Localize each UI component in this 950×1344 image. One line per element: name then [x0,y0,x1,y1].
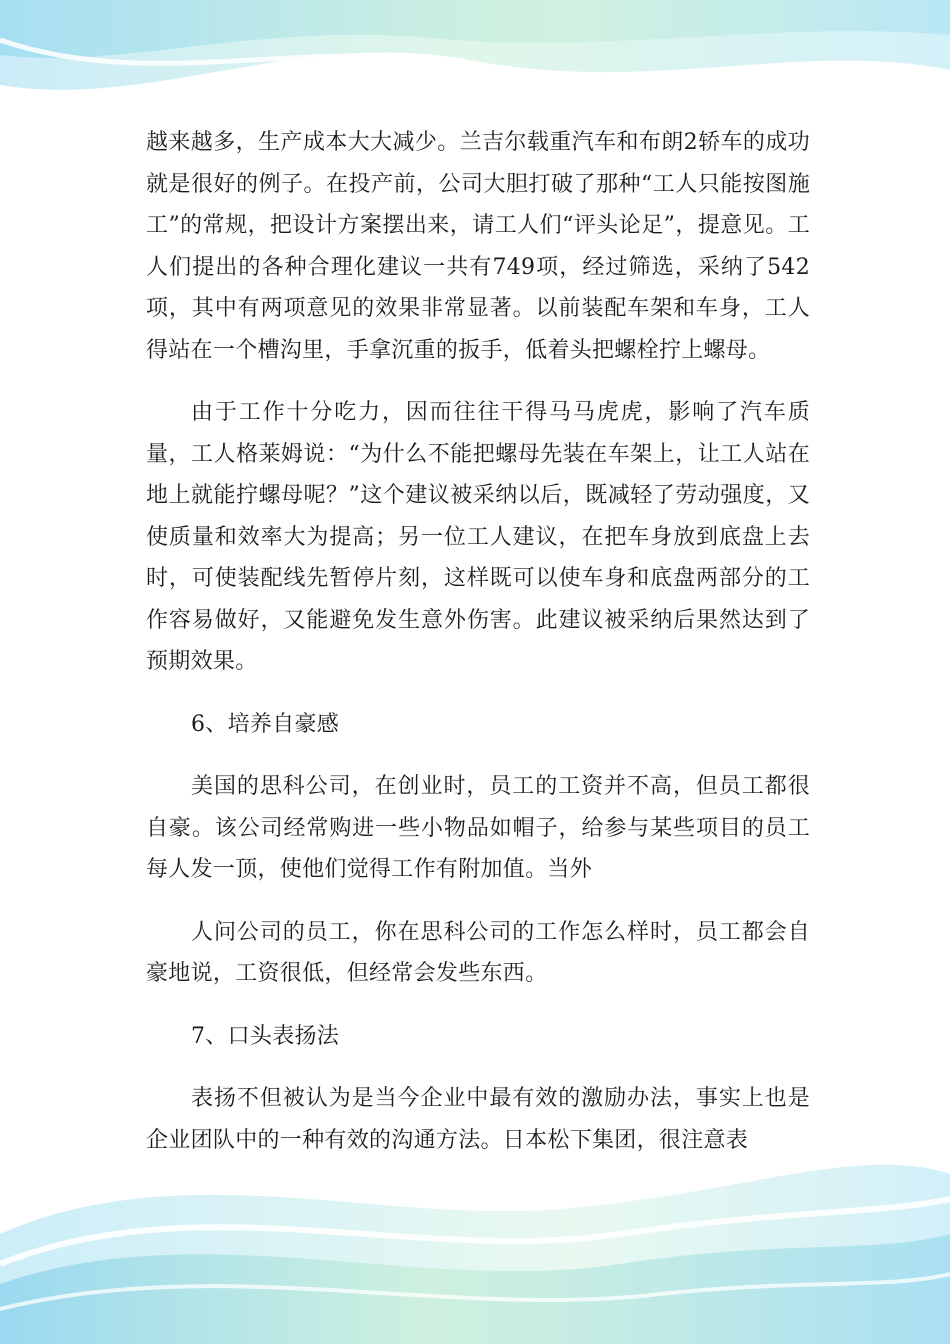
section-heading-7: 7、口头表扬法 [191,1023,340,1049]
paragraph-2: 由于工作十分吃力，因而往往干得马马虎虎，影响了汽车质量，工人格莱姆说：“为什么不能把螺母先装在车架上，让工人站在地上就能拧螺母呢？”这个建议被采纳以后，既减轻了劳动强度，又使质量和效率大为提高；另一位工人建议，在把车身放到底盘上去时，可使装配线先暂停片刻，这样既可以使车身和底盘两部分的工作容易做好，又能避免发生意外伤害。此建议被采纳后果然达到了预期效果。 [146,400,810,674]
paragraph-5: 表扬不但被认为是当今企业中最有效的激励办法，事实上也是企业团队中的一种有效的沟通方法。日本松下集团，很注意表 [146,1086,810,1153]
document-body [146,122,810,1161]
section-heading-6: 6、培养自豪感 [191,711,340,737]
paragraph-3: 美国的思科公司，在创业时，员工的工资并不高，但员工都很自豪。该公司经常购进一些小物品如帽子，给参与某些项目的员工每人发一顶，使他们觉得工作有附加值。当外 [146,774,810,882]
paragraph-1: 越来越多，生产成本大大减少。兰吉尔载重汽车和布朗2轿车的成功就是很好的例子。在投产前，公司大胆打破了那种“工人只能按图施工”的常规，把设计方案摆出来，请工人们“评头论足”，提意见。工人们提出的各种合理化建议一共有749项，经过筛选，采纳了542项，其中有两项意见的效果非常显著。以前装配车架和车身，工人得站在一个槽沟里，手拿沉重的扳手，低着头把螺栓拧上螺母。 [146,130,810,363]
paragraph-4: 人问公司的员工，你在思科公司的工作怎么样时，员工都会自豪地说，工资很低，但经常会发些东西。 [146,919,810,986]
